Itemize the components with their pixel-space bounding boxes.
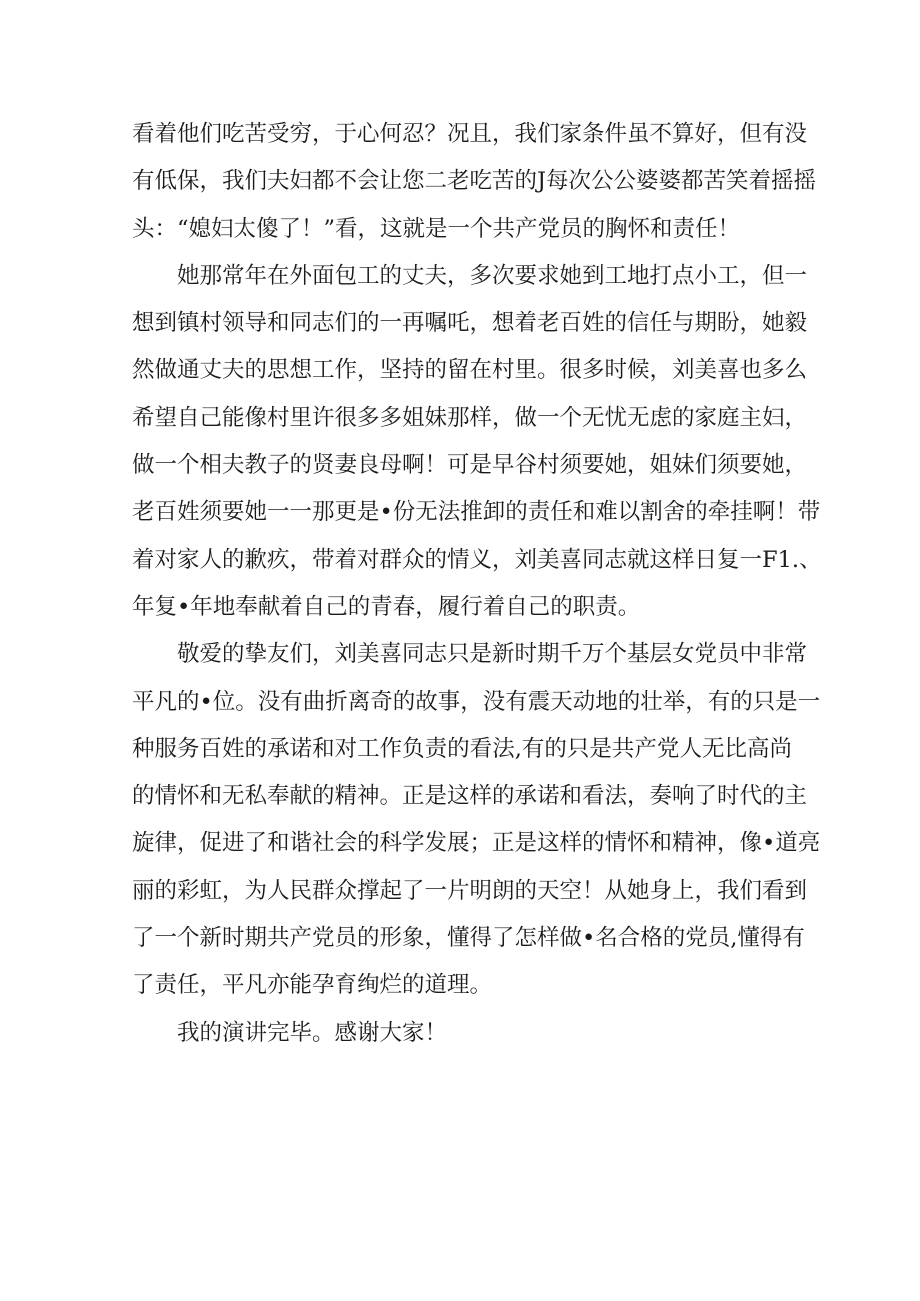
text-line: 希望自己能像村里许很多多姐妹那样，做一个无忧无虑的家庭主妇， [132,404,808,431]
paragraph-first-line: 她那常年在外面包工的丈夫，多次要求她到工地打点小工，但一 [177,262,808,289]
text-line: 了责任，平凡亦能孕育绚烂的道理。 [132,972,493,999]
text-line: 头：“媳妇太傻了！”看，这就是一个共产党员的胸怀和责任！ [132,215,741,242]
text-line: 的情怀和无私奉献的精神。正是这样的承诺和看法，奏响了时代的主 [132,783,808,810]
text-line: 年复•年地奉献着自己的青春，履行着自己的职责。 [132,593,641,620]
text-line: 了一个新时期共产党员的形象，懂得了怎样做•名合格的党员,懂得有 [132,925,805,952]
text-line: 丽的彩虹，为人民群众撑起了一片明朗的天空！从她身上，我们看到 [132,877,808,904]
closing-line: 我的演讲完毕。感谢大家！ [177,1019,448,1046]
text-line: 想到镇村领导和同志们的一再嘱吒，想着老百姓的信任与期盼，她毅 [132,310,808,337]
text-line: 着对家人的歉疚，带着对群众的情义，刘美喜同志就这样日复一F1.、 [132,546,822,573]
text-line: 然做通丈夫的思想工作，坚持的留在村里。很多时候，刘美喜也多么 [132,357,808,384]
text-line: 看着他们吃苦受穷，于心何忍？况且，我们家条件虽不算好，但有没 [132,121,808,147]
text-line: 做一个相夫教子的贤妻良母啊！可是早谷村须要她，姐妹们须要她， [132,452,808,479]
text-line: 种服务百姓的承诺和对工作负责的看法,有的只是共产党人无比高尚 [132,735,792,762]
text-line: 老百姓须要她一一那更是•份无法推卸的责任和难以割舍的牵挂啊！带 [132,499,821,526]
text-line: 旋律，促进了和谐社会的科学发展；正是这样的情怀和精神，像•道亮 [132,830,821,857]
paragraph-first-line: 敬爱的挚友们，刘美喜同志只是新时期千万个基层女党员中非常 [177,641,808,668]
text-line: 平凡的•位。没有曲折离奇的故事，没有震天动地的壮举，有的只是一 [132,688,821,715]
document-body [132,111,822,1057]
text-line: 有低保，我们夫妇都不会让您二老吃苦的J每次公公婆婆都苦笑着摇摇 [132,168,817,195]
